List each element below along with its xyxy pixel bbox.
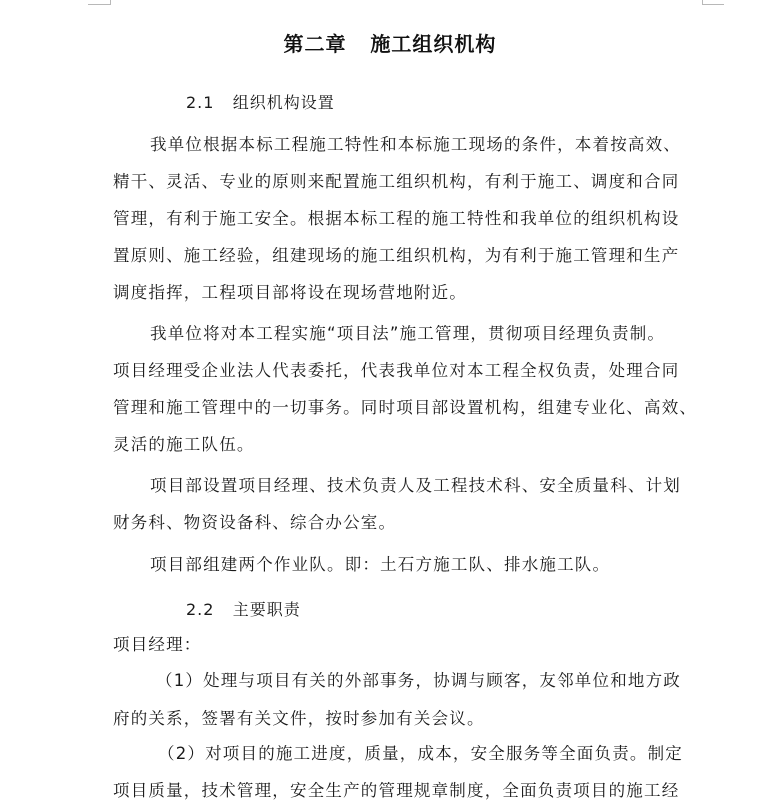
duty-item-line: （1）处理与项目有关的外部事务，协调与顾客，友邻单位和地方政 [156,671,681,690]
crop-mark-right-vertical [702,0,703,5]
paragraph-line: 项目部设置项目经理、技术负责人及工程技术科、安全质量科、计划 [150,476,681,495]
duty-item-line: （2）对项目的施工进度，质量，成本，安全服务等全面负责。制定 [158,744,683,763]
paragraph-line: 置原则、施工经验，组建现场的施工组织机构，为有利于施工管理和生产 [113,246,680,265]
section-heading-2-1: 2.1 组织机构设置 [186,93,335,112]
crop-mark-left-vertical [110,0,111,5]
duty-item-line: 府的关系，签署有关文件，按时参加有关会议。 [113,709,485,728]
crop-mark-left [88,4,110,5]
paragraph-line: 灵活的施工队伍。 [113,435,255,454]
duty-item-line: 项目质量，技术管理，安全生产的管理规章制度，全面负责项目的施工经 [113,781,680,800]
paragraph-line: 我单位根据本标工程施工特性和本标施工现场的条件，本着按高效、 [150,135,681,154]
chapter-title: 第二章 施工组织机构 [283,32,497,56]
paragraph-line: 调度指挥，工程项目部将设在现场营地附近。 [113,283,467,302]
paragraph-line: 我单位将对本工程实施“项目法”施工管理，贯彻项目经理负责制。 [150,324,666,343]
paragraph-line: 项目经理受企业法人代表委托，代表我单位对本工程全权负责，处理合同 [113,361,680,380]
paragraph-line: 财务科、物资设备科、综合办公室。 [113,513,397,532]
paragraph-line: 项目部组建两个作业队。即：土石方施工队、排水施工队。 [150,555,611,574]
crop-mark-right [702,4,724,5]
paragraph-line: 管理和施工管理中的一切事务。同时项目部设置机构，组建专业化、高效、 [113,398,698,417]
paragraph-line: 管理，有利于施工安全。根据本标工程的施工特性和我单位的组织机构设 [113,209,680,228]
paragraph-line: 精干、灵活、专业的原则来配置施工组织机构，有利于施工、调度和合同 [113,172,680,191]
section-heading-2-2: 2.2 主要职责 [186,600,301,619]
role-label: 项目经理： [113,635,202,654]
